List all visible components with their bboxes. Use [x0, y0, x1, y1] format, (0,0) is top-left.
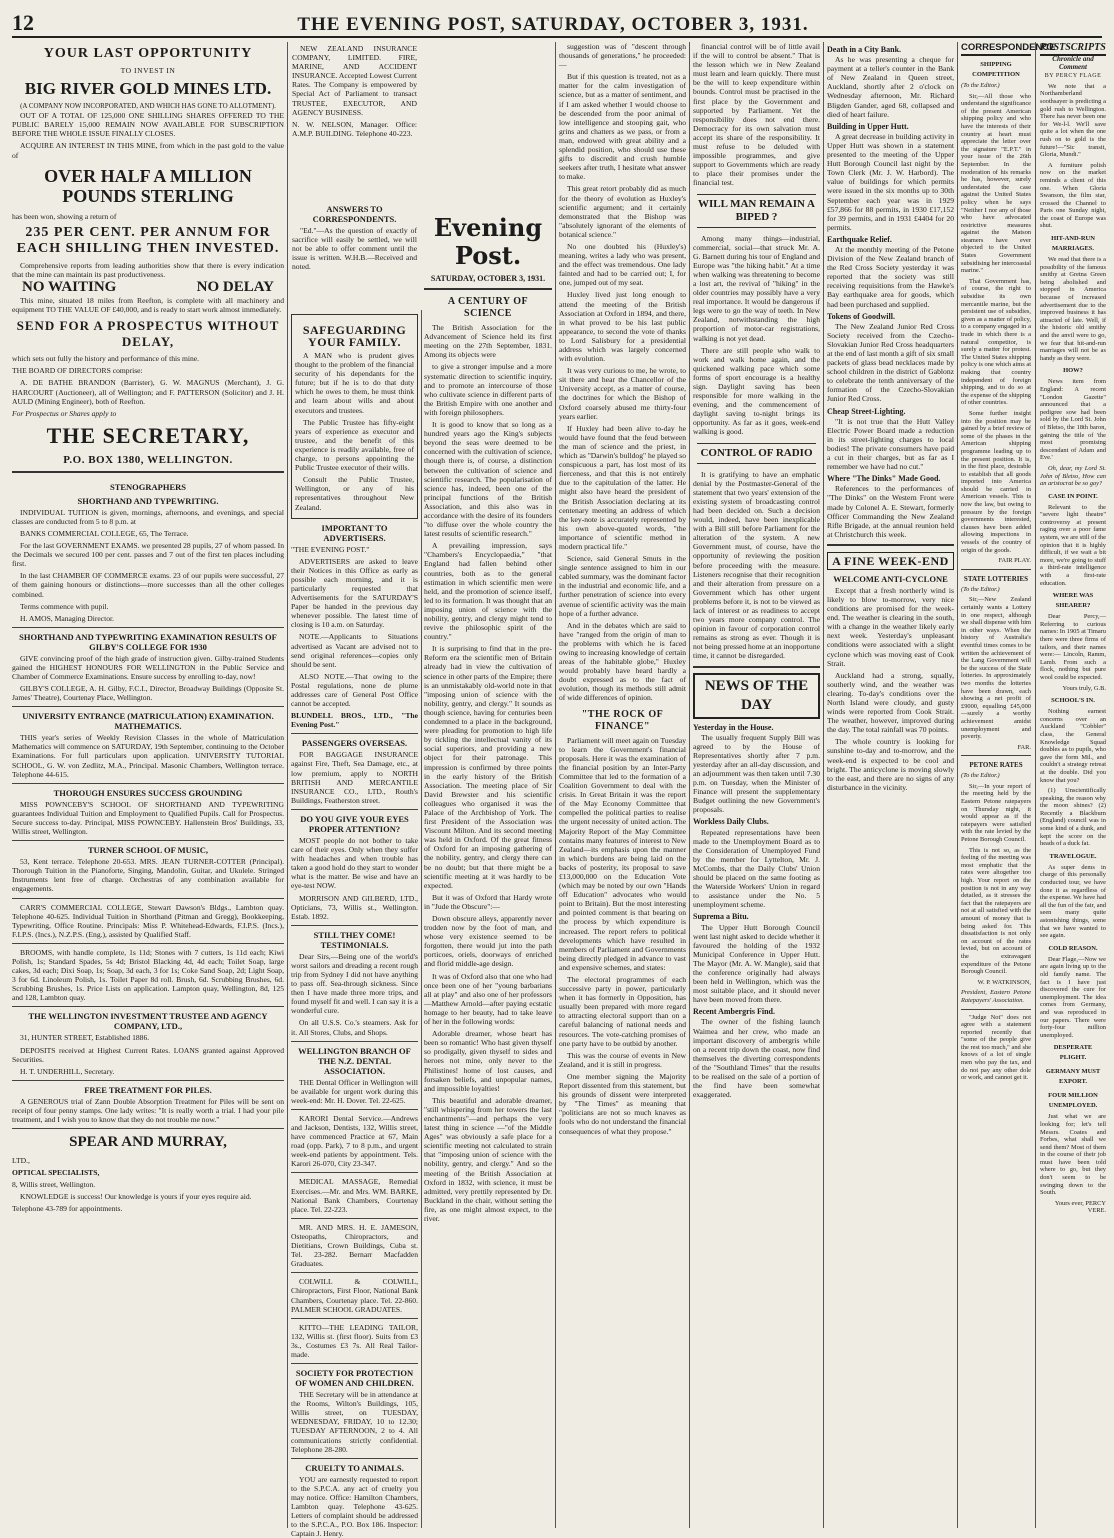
article-text: The British Association for the Advancement of Science held its first meeting on the 27th September, 1831. Among its objects were [424, 323, 552, 360]
column-4 [559, 42, 686, 1528]
ad-body: Comprehensive reports from leading authorities show that there is every indication that the mine can maintain its past productiveness. [12, 260, 284, 279]
heading-shearer: WHERE WAS SHEARER? [1052, 592, 1094, 610]
ad-text: THE Dental Officer in Wellington will be available for urgent work during this week-end: Mr. H. Dover. Tel. 22-625. [291, 1077, 418, 1105]
heading-testimonials: STILL THEY COME! TESTIMONIALS. [313, 929, 396, 950]
column-text: Dear Percy,— Referring to curious names: In 1905 at Timaru there were three firms of tailors, and their names were:— Lincoln, Ramm, Lamb. From such a flock, nothing but pure wool could be expected. [1040, 613, 1106, 681]
heading-lotteries: STATE LOTTERIES [963, 574, 1029, 583]
heading-shipping: SHIPPING COMPETITION [972, 61, 1020, 78]
news-text: A great decrease in building activity in Upper Hutt was shown in a statement presented to the meeting of the Upper Hutt Borough Council last night by the Town Clerk (Mr. J. W. Harbord). The value of buildings for which permits were issued in the six months up to 30th September each year was in 1929 £57,866 for 88 permits, in 1930 £17,152 for 39 permits, and in 1931 £4404 for 20 permits. [827, 131, 954, 232]
letter-text: This is not so, as the feeling of the meeting was most emphatic that the rates were altogether too high. Your report on the position is not in any way detailed, as it stresses the fact that the ratepayers are not at all satisfied with the amount of money that is being asked for. This dissatisfaction is not only on account of the rates levied, but on account of the extravagant expenditure of the Petone Borough Council. [961, 846, 1031, 976]
letter-signature: W. P. WATKINSON, [977, 978, 1031, 986]
ad-text: 31, HUNTER STREET, Established 1886. [20, 1033, 150, 1043]
heading-travelogue: TRAVELOGUE. [1049, 852, 1097, 860]
heading-stenographers: STENOGRAPHERS [109, 481, 187, 492]
news-subheading: Earthquake Relief. [827, 234, 892, 244]
postscripts-column [1040, 42, 1106, 1528]
article-text: Huxley lived just long enough to attend the meeting of the British Association at Oxford in 1894, and there, in what proved to be his last public appearance, to second the vote of thanks to Lord Salisbury for a presidential address which was largely concerned with evolution. [559, 290, 686, 364]
article-text: Adorable dreamer, whose heart has been so romantic! Who hast given thyself so prodigally, given thyself to sides and heroes not mine, only never to the Philistines! home of lost causes, and forsaken beliefs, and unpopular names, and impossible loyalties! [424, 1029, 552, 1093]
ad-text: For the last GOVERNMENT EXAMS. we presented 28 pupils, 27 of whom passed. In the Decimals we secured 100 per cent. passes and 7 out of the first ten places including first. [12, 541, 284, 569]
ad-text: Dear Sirs,—Being one of the world's worst sailors and dreading a recent rough trip from Sydney I did not have anything to pass off. Sea-through sickness. Since then I have made three more trips, and found myself fit and well. I can say it is a wonderful cure. [291, 951, 418, 1016]
column-1 [12, 42, 284, 1528]
heading-spear-murray: SPEAR AND MURRAY, [69, 1134, 227, 1151]
gold-mine-advert [12, 46, 284, 466]
heading-exam-results: SHORTHAND AND TYPEWRITING EXAMINATION RESULTS OF GILBY'S COLLEGE FOR 1930 [19, 631, 277, 652]
ad-text: "THE EVENING POST." [291, 544, 370, 554]
news-subheading: Suprema a Bitu. [693, 912, 749, 922]
ad-text: On all U.S.S. Co.'s steamers. Ask for it. All Stores, Clubs, and Shops. [291, 1018, 418, 1037]
ad-text: "Ed."—As the question of exactly of sacrifice will easily be settled, we will not be able to offer comment until the issue is written. W.H.B.—Received and noted. [292, 226, 417, 272]
ad-text: NEW ZEALAND INSURANCE COMPANY, LIMITED. FIRE, MARINE, AND ACCIDENT INSURANCE. Accepted Lowest Current Rates. The Company is empowered by Special Act of Parliament to transact TRUSTEE, EXECUTOR, AND AGENCY BUSINESS. [292, 44, 417, 117]
news-subheading: Death in a City Bank. [827, 45, 902, 54]
ad-text: KNOWLEDGE is success! Our knowledge is yours if your eyes require aid. [20, 1192, 252, 1202]
ad-text: Telephone 43-789 for appointments. [12, 1204, 123, 1214]
ad-body: ACQUIRE AN INTEREST IN THIS MINE, from which in the past gold to the value of [12, 141, 284, 160]
heading-thorough: THOROUGH ENSURES SUCCESS GROUNDING [53, 787, 243, 798]
ad-text: In the last CHAMBER OF COMMERCE exams. 23 of our pupils were successful, 27 of them gaining honours or distinctions—more successes than all the other colleges combined. [12, 571, 284, 599]
ad-text: A MAN who is prudent gives thought to the problem of the financial security of his dependants for the future; but if he is to do that duty which he owes to them, he must think and learn about wills and about executors and trustees. [295, 351, 414, 415]
ad-text: 8, Willis street, Wellington. [12, 1180, 96, 1190]
news-text: The New Zealand Junior Red Cross Society received from the Czecho-Slovakian Junior Red Cross headquarters at the end of last month a gift of six small packets of glass bead necklaces made by school children in the district of Gablonz to celebrate the tenth anniversary of the formation of the Czecho-Slovakian Junior Red Cross. [827, 321, 954, 404]
ad-text: MORRISON AND GILBERD, LTD., Opticians, 73, Willis st., Wellington. Estab. 1892. [291, 893, 418, 921]
column-text: Oh, dear, my Lord St. John of Bletso, How can an aristocrat be so gay? [1040, 464, 1106, 488]
column-3-answers [292, 200, 417, 302]
heading-anticyclone: WELCOME ANTI-CYCLONE [833, 573, 948, 584]
letter-text: Sir,—In your report of the meeting held by the Eastern Petone ratepayers on Thursday night, it would appear as if the ratepayers were satisfied with the rate levied by the Petone Borough Council. [961, 782, 1031, 844]
ad-text: GIVE convincing proof of the high grade of instruction given. Gilby-trained Students gained the HIGHEST HONOURS FOR WELLINGTON in the Public Service and Chamber of Commerce Examinations. Ensure success by enrolling to-day, now! [12, 653, 284, 681]
heading-university: UNIVERSITY ENTRANCE (MATRICULATION) EXAMINATION. MATHEMATICS. [22, 711, 274, 732]
article-text: Down obscure alleys, apparently never trodden now by the foot of man, and whose very existence seemed to be forgotten, there would jut into the path porticoes, oriels, doorways of enriched and florid middle-age design. [424, 914, 552, 969]
heading-biped: WILL MAN REMAIN A BIPED ? [697, 194, 816, 228]
news-text: The owner of the fishing launch Waimea and her crew, who made an important discovery of ambergris while on a recent trip down the coast, now find themselves the diverting correspondents of the "Southland Times" that the results to be realised on the sale of a portion of the find have been somewhat exaggerated. [693, 1017, 820, 1100]
ad-text: CARR'S COMMERCIAL COLLEGE, Stewart Dawson's Bldgs., Lambton quay. Telephone 40-625. Individual Tuition in Shorthand (Pitman and Gregg), Bookkeeping, Typewriting, Office Routine. Principals: Miss P. Whitehead-Edwards, F.I.P.S. (Incs.), F.I.P.S. (Incs.), N.Z.P.S. (Eng.), assisted by Qualified Staff. [12, 902, 284, 939]
news-text: "It is not true that the Hutt Valley Electric Power Board made a reduction in its street-lighting charges to local bodies! The private consumers have paid a cut in their charges, but as far as I remember we have had no cut." [827, 416, 954, 472]
newspaper-title: THE EVENING POST, SATURDAY, OCTOBER 3, 1931. [297, 14, 809, 35]
heading-petone-rates: PETONE RATES [969, 761, 1023, 770]
article-text: The electoral programmes of each successive party in power, particularly when it has formerly in Opposition, has usually been prepared with more regard to attracting electoral support than on a careful balancing of national needs and resources. The vote-catching promises of one party have to be outbid by another. [559, 975, 686, 1048]
column-signature: Yours ever, PERCY VERE. [1054, 1199, 1106, 1215]
news-subheading: Yesterday in the House. [693, 722, 774, 732]
heading-cold-reason: COLD REASON. [1048, 944, 1098, 952]
ad-text: GILBY'S COLLEGE, A. H. Gilby, F.C.I., Director, Broadway Buildings (Opposite St. James' Theatre), Courtenay Place, Wellington. [12, 684, 284, 703]
heading-news-of-day: NEWS OF THE DAY [693, 673, 820, 719]
column-text: As super dems in charge of this personally conducted tour, we have done it as regardless of the expense. We have had all the fun of the fair, and seen many quite astonishing things, some that we have wanted to see again. [1040, 863, 1106, 940]
ad-text: BLUNDELL BROS., LTD., "The Evening Post." [291, 711, 418, 730]
column-5 [693, 42, 820, 1528]
ad-text: NOTE.—Applicants to Situations advertised as Vacant are advised not to send original references—copies only should be sent. [291, 632, 418, 669]
ad-company-name: BIG RIVER GOLD MINES LTD. [24, 79, 272, 99]
ad-text: Terms commence with pupil. [20, 601, 109, 611]
news-text: Repeated representations have been made to the Unemployment Board as to the Consideration of Unemployed Fund by the member for Lyttelton, Mr. J. McCombs, that the Daily Clubs' Union should be placed on the same footing as the Waterside Workers' Union in regard to assistance under the No. 5 unemployment scheme. [693, 827, 820, 910]
heading-cruelty: CRUELTY TO ANIMALS. [305, 1462, 404, 1473]
column-text: Just what we are looking for; let's tell Messrs. Coates and Forbes, what shall we send them? Most of them in the course of their job must have been told where to go, but they don't seem to be swinging down to the South. [1040, 1113, 1106, 1197]
news-text: Auckland had a strong, squally, southerly wind, and the weather was clearing. To-day's conditions over the North Island were cloudy, and gusty winds were reported from Cook Strait. The weather, however, improved during the day. The total rainfall was 70 points. [827, 670, 954, 735]
letter-signature: President, Eastern Petone Ratepayers' Association. [961, 989, 1031, 1004]
ad-headline-opportunity: YOUR LAST OPPORTUNITY [43, 46, 253, 61]
ad-send-prospectus: SEND FOR A PROSPECTUS WITHOUT DELAY, [16, 318, 280, 350]
ad-text: THE Secretary will be in attendance at the Rooms, Wilton's Buildings, 105, Willis street, on TUESDAY, WEDNESDAY, FRIDAY, 10 to 12.30; TUESDAY AFTERNOON, 2 to 4. All communications strictly confidential. Telephone 28-280. [291, 1390, 418, 1454]
ad-directors: A. DE BATHE BRANDON (Barrister), G. W. MAGNUS (Merchant), J. G. HARCOURT (Auctioneer), all of Wellington; and F. PATTERSON (Solicitor) and J. H. AULD (Mining Engineer), both of Reefton. [12, 378, 284, 406]
letter-text: Some further insight into the position may be gained by a brief review of some of the phases in the American shipping programme leading up to the present position. It is, in the first place, desirable to establish that all goods imported into America should be carried in American vessels. This is now the law, but owing to pressure by the foreign governments interested, clauses have been added allowing inspections in vessels of the country of origin of the goods. [961, 409, 1031, 554]
article-text: It is surprising to find that in the pre-Reform era the scientific men of Britain already had in view the cultivation of science in other parts of the Empire; there is an unmistakably old-world note in that "imposing union of science with the nobility, gentry, and clergy." It sounds as though science, having for centuries been condemned to a place in the background, were pleading for promotion to high life by tickling the intellectual vanity of its social superiors, and providing a new object for their patronage. This impression is confirmed by three points in the early history of the British Association. The meeting place of Sir David Brewster and his scientific colleagues who organised it was the Palace of the Archbishop of York. The first President of the Association was Viscount Milton. And its second meeting was held in Oxford. Of the great fitness of Oxford for an imposing gathering of the nobility, gentry, and clergy there can be no doubt; but that there might be a scientific meeting at it was hardly to be expected. [424, 644, 552, 890]
article-text: A prevailing impression, says "Chambers's Encyclopaedia," "that England had fallen behind other countries, both as to the general estimation in which scientific men were held, and the promotion of science itself, led to its formation. It was thought that an imposing union of science with the nobility, gentry, and clergy might tend to revive the philosophic spirit of the country." [424, 541, 552, 642]
column-text: A furniture polish now on the market reminds a client of this one. When Gloria Swanson, the film star, crossed the Channel to Paris one Sunday night, the coast of Europe was shut. [1040, 161, 1106, 230]
letter-text: Sir,—New Zealand certainly wants a Lottery in one respect, although we shall dispense with him in other ways. When the history of Australia's eventful times comes to be written the achievement of the Lang Government will be the success of the State lotteries. In approximately two months the lotteries have been drawn, each showing a net profit of £9000, equalling £45,000—surely a worthy achievement amidst unemployment and poverty. [961, 596, 1031, 741]
page-number: 12 [12, 10, 34, 35]
article-text: to give a stronger impulse and a more systematic direction to scientific inquiry, and to promote an intercourse of those who cultivate science in different parts of the British Empire with one another and with foreign philosophers. [424, 362, 552, 417]
correspondence-column [961, 42, 1056, 1528]
ad-text: BANKS COMMERCIAL COLLEGE, 65, The Terrace. [20, 528, 189, 538]
ad-secretary: THE SECRETARY, [46, 422, 250, 448]
ad-text: The Public Trustee has fifty-eight years of experience as executor and trustee, and the benefit of this experience is readily available, free of charge, to persons appointing the Public Trustee executor of their wills. [295, 417, 414, 473]
ad-text: H. T. UNDERHILL, Secretary. [20, 1066, 115, 1076]
column-text: Nothing earnest concerns over an Auckland "Cobbler" class, the General Knowledge Squad doubles as to pupils, who gave the form Mil., and couldn't a strategy retreat at the double. Did you know that you? [1040, 708, 1106, 784]
heading-important-advertisers: IMPORTANT TO ADVERTISERS. [321, 522, 388, 543]
article-text: One member signing the Majority Report dissented from this statement, but his grounds of dissent were interpreted by "The Times" as meaning that "politicians are not so much knaves as fools who do not understand the financial consequences of what they propose." [559, 1071, 686, 1136]
news-subheading: Tokens of Goodwill. [827, 311, 895, 321]
heading-case-in-point: CASE IN POINT. [1048, 492, 1098, 500]
article-text: This great retort probably did as much for the theory of evolution as Huxley's scientific argument; and it certainly demonstrated that the Bishop was "absolutely ignorant of the elements of botanical science." [559, 184, 686, 239]
ad-body: This mine, situated 18 miles from Reefton, is complete with all machinery and equipment TO THE VALUE OF £40,000, and is ready to start work almost immediately. [12, 296, 284, 315]
news-text: As he was presenting a cheque for payment at a teller's counter in the Bank of New Zealand in Queen street, Auckland, shortly after 2 o'clock on Wednesday afternoon, Mr. Richard Bligden Gander, aged 68, collapsed and died of heart failure. [827, 55, 954, 119]
ad-text: Consult the Public Trustee, Wellington, or any of his representatives throughout New Zealand. [295, 475, 414, 512]
article-text: suggestion was of "descent through thousands of generations," he proceeded:— [559, 42, 686, 70]
ad-po-box: P.O. BOX 1380, WELLINGTON. [63, 453, 233, 466]
ad-body: has been won, showing a return of [12, 211, 117, 221]
letter-text: That Government has, of course, the right to subsidise its own mercantile marine, but the persistent use of subsidies, given as a matter of policy, to a company engaged in a trade in which there is a natural competitor, is surely a matter for protest. The United States shipping policy is one which aims at making that country independent of foreign shipping, and to do so at the expense of the shipping of other countries. [961, 277, 1031, 407]
heading-correspondence: CORRESPONDENCE [961, 42, 1031, 56]
ad-body: For Prospectus or Shares apply to [12, 408, 117, 418]
article-text: But it was of Oxford that Hardy wrote in "Jude the Obscure":— [424, 892, 552, 911]
article-text: It is good to know that so long as a hundred years ago the King's subjects beyond the seas were deemed to be concerned with the cultivation of science, though there is, of course, a distinction between the cultivation of science and scientific research. The popularisation of science has, indeed, been one of the principal functions of the British Association, and this also was in accordance with the desire of its founders "to diffuse over the whole country the latest results of scientific research." [424, 420, 552, 539]
letter-signature: FAR. [1017, 743, 1031, 751]
heading-dental: WELLINGTON BRANCH OF THE N.Z. DENTAL ASSOCIATION. [298, 1045, 411, 1076]
ad-text: OPTICAL SPECIALISTS, [12, 1168, 100, 1178]
article-text: And in the debates which are said to have "ranged from the origin of man to the problems with which he is faced owing to increasing knowledge of certain areas of the habitable globe," Huxley would probably have heard hardly a doubt expressed as to the fact of evolution, though its methods still admit of wide differences of opinion. [559, 620, 686, 703]
article-text: Science, said General Smuts in the single sentence assigned to him in our cabled summary, was the dominant factor in the industrial and economic life, and a further penetration of science into every avenue of scientific activity was the main hope of a further advance. [559, 554, 686, 618]
ad-text: YOU are earnestly requested to report to the S.P.C.A. any act of cruelty you may notice. Office: Hamilton Chambers, Lambton quay. Telephone 43-625. Letters of complaint should be addressed to the S.P.C.A., P.O. Box 186. Inspector: Captain J. Henry. [291, 1474, 418, 1538]
news-text: The Upper Hutt Borough Council went last night asked to decide whether it favoured the holding of the 1932 Municipal Conference in Upper Hutt. The Mayor (Mr. A. W. Mangle), said that the conference originally had always been held in Wellington, which was the most suitable place, and it should never have been moved from there. [693, 922, 820, 1005]
news-text: Except that a fresh northerly wind is likely to blow to-morrow, very nice conditions are promised for the week-end. The weather is clearing in the south, with a change in the weather likely early next week. Yesterday's unpleasant conditions were associated with a slight cyclone which was moving east of Cook Strait. [827, 585, 954, 668]
news-text: References to the performances of "The Dinks" on the Western Front were made by Colonel A. E. Stewart, formerly Officer Commanding the New Zealand Rifle Brigade, at the annual reunion held at Christchurch this week. [827, 484, 954, 539]
news-subheading: Where "The Dinks" Made Good. [827, 474, 941, 484]
ad-text: ALSO NOTE.—That owing to the Postal regulations, none de plume addresses care of General Post Office cannot be accepted. [291, 671, 418, 709]
heading-answers: ANSWERS TO CORRESPONDENTS. [312, 204, 397, 224]
article-text: But if this question is treated, not as a matter for the calm investigation of science, but as a matter of sentiment, and if I am asked whether I would choose to be descended from the poor animal of low intelligence and stooping gait, who grins and chatters as we pass, or from a man, endowed with great ability and a splendid position, who should use these gifts to discredit and crush humble seekers after truth, I hesitate what answer to make. [559, 72, 686, 182]
heading-radio: CONTROL OF RADIO [697, 443, 816, 464]
right-block [961, 42, 1106, 1528]
heading-turner: TURNER SCHOOL OF MUSIC, [87, 845, 209, 856]
article-text: Among many things—industrial, commercial, social—that struck Mr. A. G. Barnett during his tour of England and Europe was "the hiking habit." At a time when walking was threatening to become a lost art, the revival of "hiking" in the older countries may possibly have a very real importance. It would be dangerous if legs were to go the way of teeth. In New Zealand, notwithstanding the high proportion of motor-car registrations, walking is not yet dead. [693, 233, 820, 343]
ad-text: FOR BAGGAGE INSURANCE against Fire, Theft, Sea Damage, etc., at low premium, apply to NORTH BRITISH AND MERCANTILE INSURANCE CO., LTD., Routh's Buildings, Featherston street. [291, 750, 418, 805]
heading-desperate: DESPERATE PLIGHT. [1053, 1044, 1093, 1062]
article-text: No one doubted his (Huxley's) meaning, writes a lady who was present, and the effect was tremendous. One lady fainted and had to be carried out; I, for one, jumped out of my seat. [559, 241, 686, 288]
heading-chronicle: Chronicle and Comment [1052, 55, 1094, 71]
ad-no-delay: NO DELAY [196, 278, 274, 295]
ad-registration: (A COMPANY NOW INCORPORATED, AND WHICH HAS GONE TO ALLOTMENT). [20, 102, 276, 111]
ad-text: MOST people do not bother to take care of their eyes. Only when they suffer with headaches and when trouble has taken a good hold do they start to wonder what is the matter. Be wise and have an eye-test NOW. [291, 835, 418, 891]
ad-no-waiting: NO WAITING [22, 278, 117, 295]
ad-text: INDIVIDUAL TUITION is given, mornings, afternoons, and evenings, and special classes are conducted from 5 to 8 p.m. at [12, 507, 284, 526]
heading-schools-in: SCHOOL'S IN. [1051, 697, 1095, 705]
column-signature: Yours truly, G.B. [1062, 684, 1106, 692]
ad-headline-percent: 235 PER CENT. PER ANNUM FOR EACH SHILLING THEN INVESTED. [16, 224, 280, 256]
ad-text: BROOMS, with handle complete, 1s 11d; Stones with 7 cutters, 1s 11d each; Kiwi Polish, 1s; Standard Spades, 5s 4d; Bristol Blacking 4d, 4d each; Toilet Soap, large cakes, 3d each; Dixi Soap, 1s; Soap, 3d each, 3 for 1s; Coke Sand Soap, 2d; Light Soap, 3 for 6d. Linoleum Polish, 1s. Toilet Paper 8d roll. Brush, 6d. Scrubbing Brushes, 6d. Scrubbing Brushes, 1s. Price Lists on application. Lampton quay, Wellington, 8d, 125 and 128, Lambton quay. [12, 947, 284, 1003]
article-text: financial control will be of little avail if the will to control be absent." That is the lesson which we in New Zealand must learn and learn quickly. There must be the will to keep expenditure within bounds. Control must be practised in the first place by the Government and supported by Parliament. Yet the responsibility does not end there. Democracy for its own salvation must accept its share of the responsibility. It must refuse to be deluded with impossible programmes, and give support to Governments which are ready to place their promises under the financial test. [693, 42, 820, 188]
column-3-editorial [424, 42, 552, 1528]
ad-text: KITTO—THE LEADING TAILOR, 132, Willis st. (first floor). Suits from £3 3s., Costumes £3 7s. All Real Tailor-made. [291, 1322, 418, 1359]
article-text: It is gratifying to have an emphatic denial by the Postmaster-General of the statement that two years' extension of the existing system of broadcasting control had been decided on. Such a decision would, indeed, have been inexplicable with a Bill still before Parliament for the alteration of the system. A new Government must, of course, have the opportunity of reviewing the position before proceeding with the measure. Listeners recognise that their recognition and their alteration from pressure on a Government which has other urgent problems before it, is not to be viewed as lack of interest or as readiness to accept two years more company control. The opinion in favour of corporation control remains as strong as ever. Though it is not being pressed home at an inopportune time, it cannot be disregarded. [693, 469, 820, 661]
byline: BY PERCY FLAGE [1044, 73, 1102, 80]
ad-text: COLWILL & COLWILL, Chiropractors, First Floor, National Bank Chambers, Courtenay place. Tel. 22-860. PALMER SCHOOL GRADUATES. [291, 1277, 418, 1314]
letter-text: "Judge Not" does not agree with a statement reported recently that "some of the people give the rest too much," and she knows of a lot of single men who pay the tax, and do not pay any other dole or work, and cannot get it. [961, 1013, 1031, 1082]
classifieds-left [12, 478, 284, 1217]
heading-passengers: PASSENGERS OVERSEAS. [301, 738, 408, 749]
to-editor: (To the Editor.) [961, 82, 1000, 89]
evening-post-logo: Evening Post. [433, 213, 543, 270]
ad-text: H. AMOS, Managing Director. [20, 613, 115, 623]
heading-postscripts: POSTSCRIPTS [1040, 42, 1106, 56]
news-subheading: Building in Upper Hutt. [827, 121, 909, 131]
ad-body: OUT OF A TOTAL OF 125,000 ONE SHILLING SHARES OFFERED TO THE PUBLIC BARELY 15,000 REMAIN NOW AVAILABLE FOR SUBSCRIPTION BEFORE THE WHOLE ISSUE FINALLY CLOSES. [12, 111, 284, 139]
ad-text: 53, Kent terrace. Telephone 20-653. MRS. JEAN TURNER-COTTER (Principal). Thorough Tuition in the Pianoforte, Singing, Mandolin, Guitar, and Ukulele. Stringed Instruments lent free of charge. Orchestras of any combination available for engagements. [12, 857, 284, 894]
news-text: The usually frequent Supply Bill was agreed to by the House of Representatives shortly after 7 p.m. yesterday after an all-day discussion, and an adjournment was then taken until 7.30 p.m. on Tuesday, when the Minister of Finance will present the supplementary Budget outlining the new Government's proposals. [693, 732, 820, 815]
article-text: This was the course of events in New Zealand, and it is still in progress. [559, 1050, 686, 1069]
heading-four-million: FOUR MILLION UNEMPLOYED. [1048, 1092, 1098, 1110]
news-text: At the monthly meeting of the Petone Division of the New Zealand branch of the Red Cross Society yesterday it was reported that the society was still receiving requisitions from the Hawke's Bay earthquake area for goods, which had been purchased and supplied. [827, 244, 954, 309]
editorial-dateline: SATURDAY, OCTOBER 3, 1931. [430, 274, 546, 283]
heading-piles: FREE TREATMENT FOR PILES. [84, 1084, 212, 1095]
ad-headline-half-million: OVER HALF A MILLION POUNDS STERLING [44, 165, 252, 206]
column-text: (1) Unscientifically speaking, the reason why the moon shines? (2) Recently a Blackburn (England) council was in some kind of a dunk, and kept the score on the heads of a duck fat. [1040, 787, 1106, 848]
article-text: It was very curious to me, he wrote, to sit there and hear the Chancellor of the University accept, as a matter of course, the doctrines for which the Bishop of Oxford coarsely abused me thirty-four years earlier. [559, 366, 686, 421]
ad-text: KARORI Dental Service.—Andrews and Jackson, Dentists, 132, Willis street, have commenced Practice at 67, Main road (opp. Park), 7 to 8 p.m., and urgent week-end patients by appointment. Tels. Karori 26-070, City 23-347. [291, 1113, 418, 1169]
to-editor: (To the Editor.) [961, 772, 1000, 780]
column-text: Dear Flage,—Now we are again living up to the old family name. The fact is I have just discovered the cure for unemployment. The idea comes from Germany, and was reproduced in our papers. There were forty-four million unemployed. [1040, 955, 1106, 1039]
heading-society: SOCIETY FOR PROTECTION OF WOMEN AND CHILDREN. [295, 1368, 414, 1389]
ad-text: MEDICAL MASSAGE, Remedial Exercises.—Mr. and Mrs. WM. BARKE, National Bank Chambers, Courtenay place. Tel. 22-223. [291, 1177, 418, 1214]
to-editor: (To the Editor.) [961, 585, 1000, 593]
article-text: Parliament will meet again on Tuesday to learn the Government's financial proposals. Here it was the examination of the financial position by an Inter-Party Committee that led to the formation of a Coalition Government to deal with the crisis. In Great Britain it was the report of the May Economy Committee that compelled the political parties to realise the urgent necessity of united action. The Majority Report of the May Committee contains many features of interest to New Zealand—its emphasis upon the manner in which burdens are being laid on the backs of posterity, its proposal to save £13,000,000 on the Education Vote (which may be noted by our own "Hands off Education" advocates who would point to Britain). But the most interesting and pointed comment is that bearing on the process by which expenditure is increased. The report refers to political developments which have resulted in members of Parliament and Governments being directly pledged in advance to vast and expensive schemes, and states: [559, 735, 686, 972]
ad-text: DEPOSITS received at Highest Current Rates. LOANS granted against Approved Securities. [12, 1045, 284, 1064]
article-text: There are still people who walk to work and walk home again, and the quickened walking pace which some forms of sport encourage is a healthy sign. Daylight saving has been responsible for more walking in the evening, and the commencement of daylight saving to-night brings its opportunity. As far as it goes, week-end walking is good. [693, 345, 820, 437]
ad-text: LTD., [12, 1156, 30, 1166]
heading-wellington-investment: THE WELLINGTON INVESTMENT TRUSTEE AND AGENCY COMPANY, LTD., [28, 1011, 268, 1032]
ad-body: THE BOARD OF DIRECTORS comprise: [12, 366, 143, 376]
column-text: Relevant to the "severe light theatre" controversy at present raging over a poor fame system, we are still of the opinion that it is highly difficult, if we wait a bit more, we're going to stuff a third-rate intelligence with a first-rate education. [1040, 503, 1106, 587]
letter-text: Sir,—All those who understand the significance of the present American shipping policy and who have the interests of their country at heart must appreciate the letter over the signature "E.P.T." in your issue of the 26th September. In the moderation of his remarks he has, however, surely understated the case against the United States policy when he says "Neither I nor any of those who have advocated restrictive measures against the Matson steamers have ever objected to the United States Government subsidising her intercoastal marine." [961, 92, 1031, 275]
heading-how: HOW? [1063, 367, 1083, 375]
ad-text: THIS year's series of Weekly Revision Classes in the whole of Matriculation Mathematics will commence on SATURDAY, 19th September, continuing to the October Examinations. For full particulars upon application. UNIVERSITY TUTORIAL SCHOOL, G. W. von Zedlitz, M.A., Principal. Masonic Chambers, Wellington terrace. Telephone 44-615. [12, 733, 284, 779]
article-text: This beautiful and adorable dreamer, "still whispering from her towers the last enchantments"—and perhaps the very latest thing in science —"of the Middle Ages" was obviously a safe place for a scientific meeting not calculated to strain that "imposing union of science with the nobility, gentry, and clergy." And so the meeting of the British Association at Oxford in 1832, with science, it must be admitted, very prettily represented by Dr. Buckland in the chair, without setting the fire, as one might almost expect, to the river. [424, 1095, 552, 1223]
column-text: We note that a Northamberland soothsayer is predicting a gold rush to Wellington. There has never been one for We-l-l. We'll save quite a lot when the one rush on to gold is the future!—"Sic transit, Gloria, Mundi." [1040, 82, 1106, 159]
ad-text: A GENEROUS trial of Zann Double Absorption Treatment for Piles will be sent on receipt of four penny stamps. One lady writes: "It is really worth a trial. I had your pile treatment, and I wish you to know that they do not trouble me now." [12, 1096, 284, 1124]
ad-body: which sets out fully the history and performance of this mine. [12, 354, 200, 364]
heading-hit-and-run: HIT-AND-RUN MARRIAGES. [1051, 235, 1095, 253]
masthead [12, 6, 1102, 38]
ad-line-invest: TO INVEST IN [120, 66, 176, 75]
heading-shorthand: SHORTHAND AND TYPEWRITING. [77, 495, 219, 506]
heading-germany: GERMANY MUST EXPORT. [1045, 1068, 1101, 1086]
column-2 [291, 310, 418, 1538]
heading-safeguarding: SAFEGUARDING YOUR FAMILY. [302, 323, 407, 349]
heading-fine-weekend: A FINE WEEK-END [827, 552, 954, 570]
news-subheading: Recent Ambergris Find. [693, 1007, 775, 1017]
ad-text: N. W. NELSON, Manager. Office: A.M.P. BUILDING. Telephone 40-223. [292, 119, 417, 138]
heading-rock-of-finance: "THE ROCK OF FINANCE" [581, 708, 664, 732]
ad-text: MISS POWNCEBY'S SCHOOL OF SHORTHAND AND TYPEWRITING guarantees Individual Tuition and Employment to Qualified Pupils. Call for Prospectus. Secure success to-day. Principal, MISS POWNCEBY. Hallenstein Bros' Buildings, 33, Willis street, Wellington. [12, 799, 284, 837]
news-text: The whole country is looking for sunshine to-day and to-morrow, and the week-end is expected to be cool and bright. The anticyclone is moving slowly to the east, and there are no signs of any disturbance in the vicinity. [827, 737, 954, 792]
heading-century-science: A CENTURY OF SCIENCE [447, 296, 529, 320]
ad-text: MR. AND MRS. H. E. JAMESON, Osteopaths, Chiropractors, and Dietitians, Crown Buildings, Cuba st. Tel. 23-282. Bernarr Macfadden Graduates. [291, 1222, 418, 1269]
news-subheading: Cheap Street-Lighting. [827, 406, 906, 416]
ad-text: ADVERTISERS are asked to leave their Notices in this Office as early as possible each morning, and it is particularly requested that Advertisements for the SATURDAY'S Paper be handed in the previous day whenever possible. The latest time of closing is 10 a.m. on Saturday. [291, 556, 418, 630]
article-text: If Huxley had been alive to-day he would have found that the feud between the man of science and the priest, in which as "Darwin's bulldog" he played so conspicuous a part, has lost most of its fierceness, and that this is not entirely due to the capitulation of the latter. He might also have heard the president of the British Association declaring at its centenary meeting an address of which the key-note is accurately represented by his own above-quoted words, "the importance of scientific method in modern practical life." [559, 423, 686, 551]
letter-signature: FAIR PLAY. [998, 557, 1031, 565]
news-subheading: Workless Daily Clubs. [693, 817, 769, 827]
heading-eyes: DO YOU GIVE YOUR EYES PROPER ATTENTION? [300, 813, 409, 834]
column-6 [827, 42, 954, 1528]
column-text: We read that there is a possibility of the famous smithy at Gretna Green being abolished and stopped in America because of increased advertisement due to the improved business it has attracted of late. Well, if the historic old smithy and the anvil were to go, we fear that hit-and-run marriages will not be as handy as they were. [1040, 256, 1106, 362]
article-text: It was of Oxford also that one who had once been one of her "young barbarians all at play" and also one of her professors—Matthew Arnold—after paying ecstatic homage to her beauty, had to take leave of her in the following words: [424, 971, 552, 1027]
column-text: News item from England: A recent "London Gazette" announced that a pedigree sow had been sold by the Lord St. John of Bletso, the 18th baron, gaining the title of 'the most promising descendant of Adam and Eve.' [1040, 378, 1106, 462]
